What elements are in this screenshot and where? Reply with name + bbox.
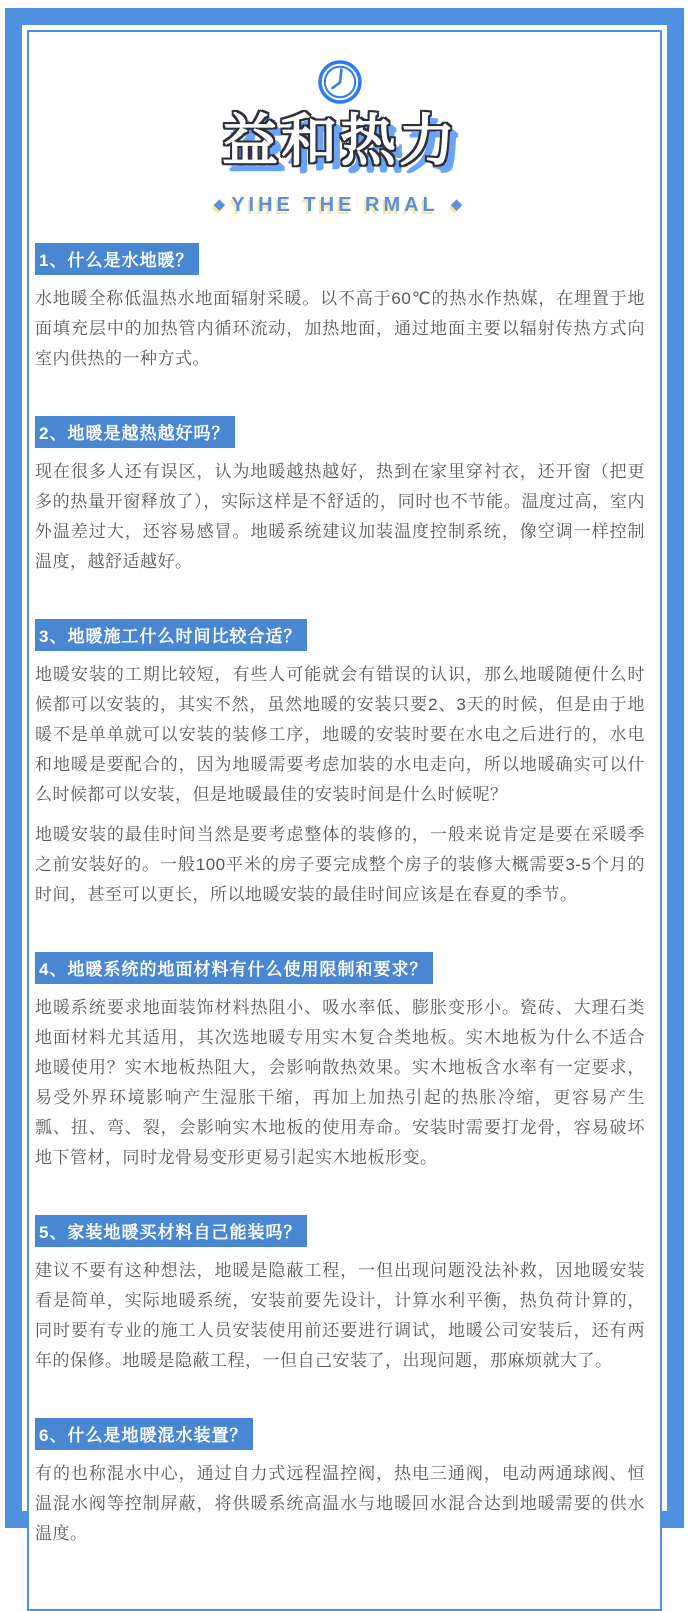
section-body bbox=[35, 660, 645, 910]
section-body bbox=[35, 1256, 645, 1376]
qa-section bbox=[35, 952, 645, 1173]
section-heading: 2、地暖是越热越好吗？ bbox=[35, 416, 235, 448]
qa-section bbox=[35, 243, 645, 374]
qa-section bbox=[35, 619, 645, 910]
qa-section bbox=[35, 1215, 645, 1376]
paragraph: 有的也称混水中心，通过自力式远程温控阀，热电三通阀，电动两通球阀、恒温混水阀等控制屏蔽，将供暖系统高温水与地暖回水混合达到地暖需要的供水温度。 bbox=[35, 1464, 645, 1543]
section-body bbox=[35, 284, 645, 374]
section-heading: 1、什么是水地暖？ bbox=[35, 243, 199, 275]
page-frame bbox=[5, 8, 684, 1543]
section-body bbox=[35, 1459, 645, 1549]
paragraph: 现在很多人还有误区，认为地暖越热越好，热到在家里穿衬衣，还开窗（把更多的热量开窗释放了），实际这样是不舒适的，同时也不节能。温度过高，室内外温差过大，还容易感冒。地暖系统建议加装温度控制系统，像空调一样控制温度，越舒适越好。 bbox=[35, 462, 645, 571]
clock-icon bbox=[316, 58, 364, 106]
qa-section bbox=[35, 416, 645, 577]
qa-section bbox=[35, 1418, 645, 1549]
section-heading: 4、地暖系统的地面材料有什么使用限制和要求？ bbox=[35, 952, 433, 984]
paragraph: 地暖系统要求地面装饰材料热阻小、吸水率低、膨胀变形小。瓷砖、大理石类地面材料尤其适用，其次选地暖专用实木复合类地板。实木地板为什么不适合地暖使用？实木地板热阻大，会影响散热效果。实木地板含水率有一定要求，易受外界环境影响产生湿胀干缩，再加上加热引起的热胀冷缩，更容易产生瓢、扭、弯、裂，会影响实木地板的使用寿命。安装时需要打龙骨，容易破坏地下管材，同时龙骨易变形更易引起实木地板形变。 bbox=[35, 998, 645, 1167]
diamond-icon: ◆ bbox=[213, 196, 230, 213]
diamond-icon: ◆ bbox=[450, 196, 467, 213]
paragraph: 地暖安装的工期比较短，有些人可能就会有错误的认识，那么地暖随便什么时候都可以安装的，其实不然，虽然地暖的安装只要2、3天的时候，但是由于地暖不是单单就可以安装的装修工序，地暖的安装时要在水电之后进行的，水电和地暖是要配合的，因为地暖需要考虑加装的水电走向，所以地暖确实可以什么时候都可以安装，但是地暖最佳的安装时间是什么时候呢？ bbox=[35, 665, 645, 804]
section-heading: 6、什么是地暖混水装置？ bbox=[35, 1418, 253, 1450]
sections-container bbox=[35, 243, 645, 1549]
section-heading: 5、家装地暖买材料自己能装吗？ bbox=[35, 1215, 307, 1247]
page-subtitle bbox=[35, 194, 645, 217]
subtitle-text: YIHE THE RMAL bbox=[231, 194, 439, 216]
article-header bbox=[35, 58, 645, 217]
page-title: 益和热力 bbox=[222, 109, 458, 172]
section-body bbox=[35, 993, 645, 1173]
section-body bbox=[35, 457, 645, 577]
paragraph: 地暖安装的最佳时间当然是要考虑整体的装修的，一般来说肯定是要在采暖季之前安装好的。一般100平米的房子要完成整个房子的装修大概需要3-5个月的时间，甚至可以更长，所以地暖安装的最佳时间应该是在春夏的季节。 bbox=[35, 825, 645, 904]
paragraph: 水地暖全称低温热水地面辐射采暖。以不高于60℃的热水作热媒，在埋置于地面填充层中的加热管内循环流动，加热地面，通过地面主要以辐射传热方式向室内供热的一种方式。 bbox=[35, 289, 645, 368]
section-heading: 3、地暖施工什么时间比较合适？ bbox=[35, 619, 307, 651]
paragraph: 建议不要有这种想法，地暖是隐蔽工程，一但出现问题没法补救，因地暖安装看是简单，实际地暖系统，安装前要先设计，计算水利平衡，热负荷计算的，同时要有专业的施工人员安装使用前还要进行调试，地暖公司安装后，还有两年的保修。地暖是隐蔽工程，一但自己安装了，出现问题，那麻烦就大了。 bbox=[35, 1261, 645, 1370]
page-inner-border bbox=[27, 30, 662, 1611]
